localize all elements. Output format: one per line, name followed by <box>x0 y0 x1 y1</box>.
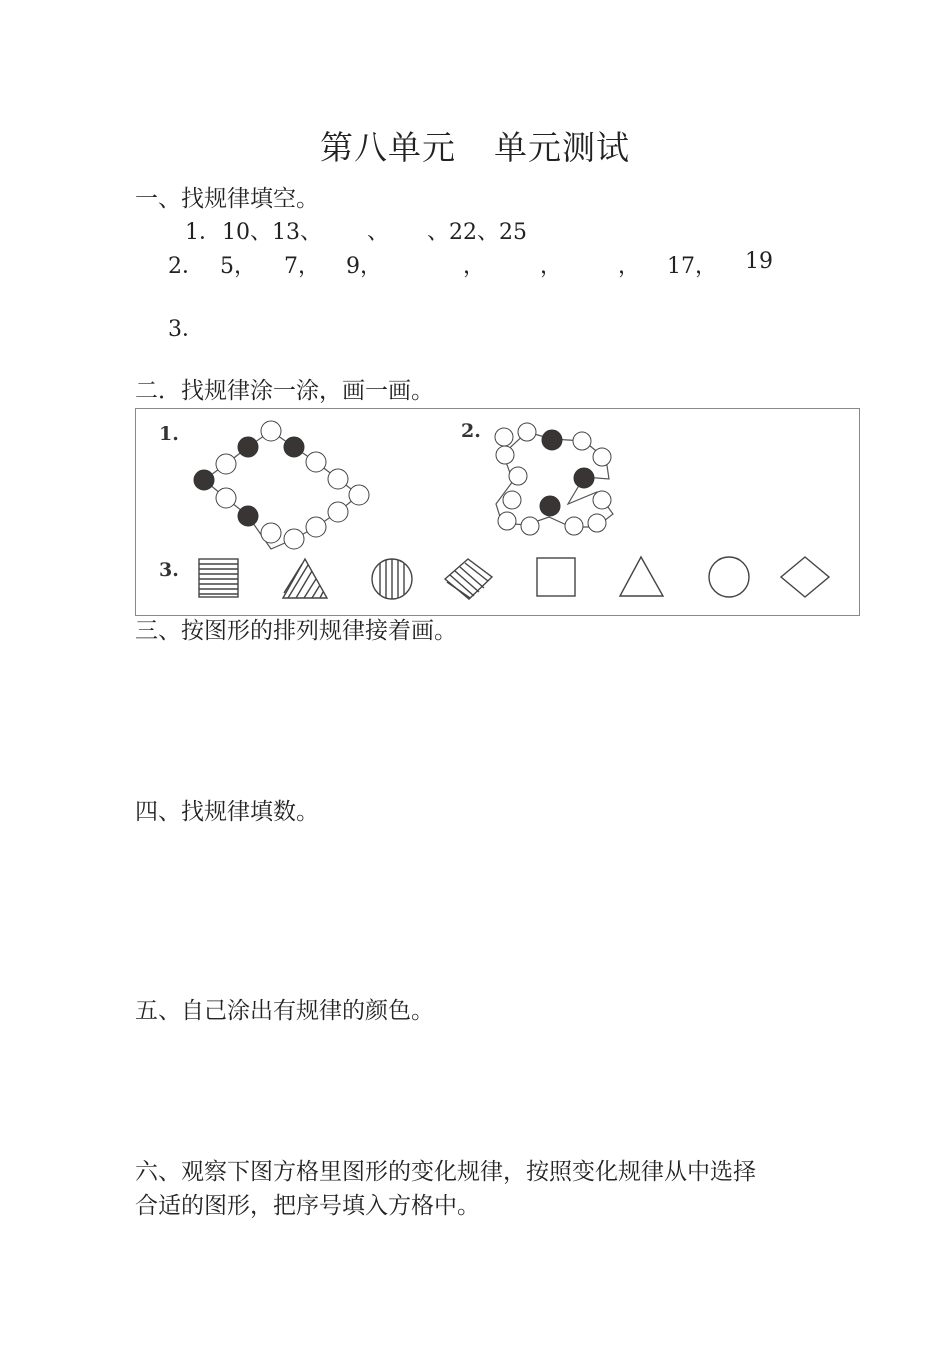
q2-item: 7， <box>284 254 320 279</box>
section5-heading: 五、自己涂出有规律的颜色。 <box>135 998 434 1024</box>
bead-empty <box>306 452 326 472</box>
bead-empty <box>521 517 539 535</box>
bead-empty <box>328 502 348 522</box>
bead-empty <box>593 491 611 509</box>
bead-filled <box>574 468 594 488</box>
bead-filled <box>238 437 258 457</box>
q2-item: 5， <box>220 254 256 279</box>
bead-empty <box>261 421 281 441</box>
bead-filled <box>540 496 560 516</box>
title-test: 单元测试 <box>494 128 630 167</box>
section4-heading: 四、找规律填数。 <box>135 799 319 825</box>
bead-empty <box>518 423 536 441</box>
circle-icon <box>709 557 749 597</box>
bead-empty <box>509 467 527 485</box>
bead-ring-2 <box>495 423 613 535</box>
bead-ring-1 <box>194 421 369 549</box>
bead-empty <box>498 512 516 530</box>
bead-empty <box>573 432 591 450</box>
q2-item: ， <box>618 254 641 279</box>
pattern-figure-box <box>135 408 860 616</box>
bead-empty <box>495 428 513 446</box>
striped-circle-icon <box>372 559 412 599</box>
bead-empty <box>261 523 281 543</box>
section6-heading-line1: 六、观察下图方格里图形的变化规律，按照变化规律从中选择 <box>135 1159 756 1185</box>
bead-empty <box>496 446 514 464</box>
q1-number: 1． <box>185 220 221 245</box>
q2-item: ， <box>540 254 563 279</box>
page-title <box>0 122 950 169</box>
bead-empty <box>216 488 236 508</box>
section2-heading: 二．找规律涂一涂，画一画。 <box>135 378 434 404</box>
pattern-figure <box>136 409 859 615</box>
bead-empty <box>588 514 606 532</box>
section3-heading: 三、按图形的排列规律接着画。 <box>135 618 457 644</box>
q2-item: 9， <box>346 254 382 279</box>
square-icon <box>537 558 575 596</box>
bead-empty <box>503 491 521 509</box>
striped-diamond-icon <box>445 559 492 599</box>
q3-number: 3． <box>168 317 204 342</box>
bead-empty <box>565 517 583 535</box>
bead-empty <box>284 529 304 549</box>
q2-item: 19 <box>745 249 773 274</box>
bead-filled <box>194 470 214 490</box>
striped-square-icon <box>199 559 238 597</box>
section1-heading: 一、找规律填空。 <box>135 186 319 212</box>
title-unit: 第八单元 <box>320 128 456 167</box>
bead-empty <box>593 448 611 466</box>
q2-item: ， <box>463 254 486 279</box>
figure-label: 2. <box>461 420 481 442</box>
bead-filled <box>542 430 562 450</box>
bead-empty <box>216 454 236 474</box>
q2-item: 17， <box>667 254 717 279</box>
figure-label: 3. <box>159 559 179 581</box>
triangle-icon <box>620 557 663 596</box>
bead-filled <box>284 437 304 457</box>
q1-item: 、 <box>367 220 390 245</box>
section6-heading-line2: 合适的图形，把序号填入方格中。 <box>135 1193 480 1219</box>
striped-triangle-icon <box>283 559 327 598</box>
q1-item: 、22、25 <box>427 220 527 245</box>
figure-label: 1. <box>159 423 179 445</box>
bead-empty <box>349 485 369 505</box>
bead-filled <box>238 506 258 526</box>
q2-number: 2． <box>168 254 204 279</box>
bead-empty <box>328 469 348 489</box>
q1-item: 10、13、 <box>222 220 322 245</box>
bead-empty <box>306 517 326 537</box>
diamond-icon <box>781 557 829 597</box>
